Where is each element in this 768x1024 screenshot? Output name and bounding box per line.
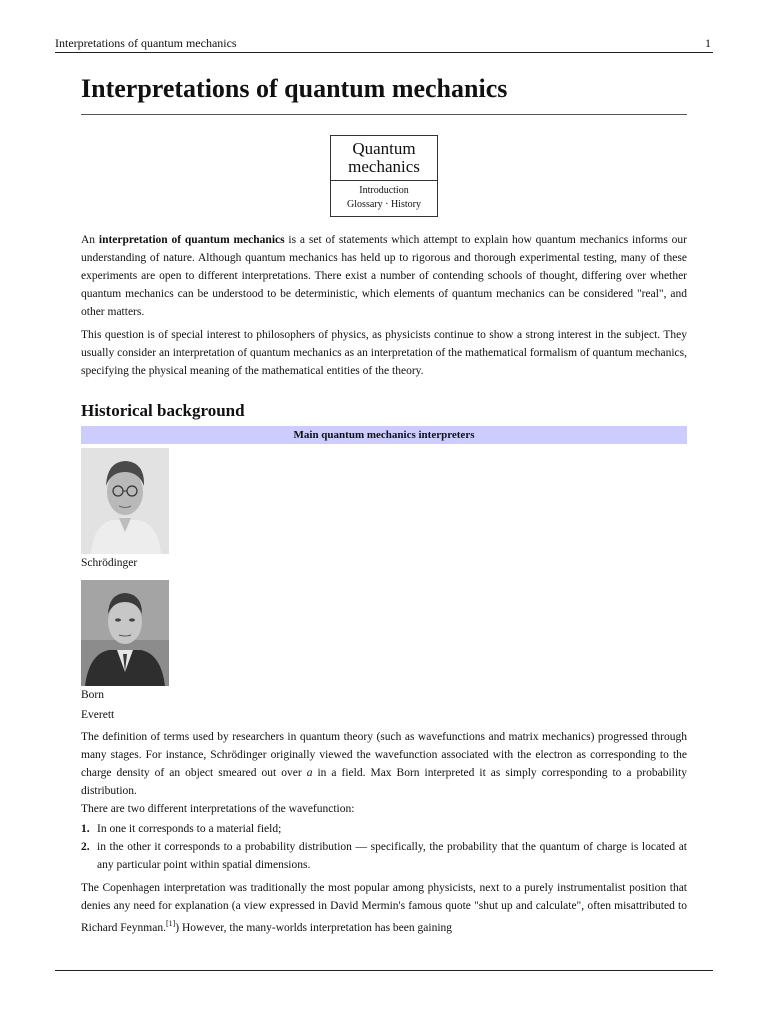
portrait-caption-born: Born xyxy=(81,689,104,701)
list-item-number: 2. xyxy=(81,841,90,853)
wavefunction-interpretations-list xyxy=(81,820,687,874)
portrait-caption-everett: Everett xyxy=(81,709,115,721)
history-paragraph-1 xyxy=(81,728,687,800)
infobox-title xyxy=(331,136,437,181)
history-p1-rest: in a field. Max Born interpreted it as simply corresponding to a probability distribution. xyxy=(81,767,687,797)
infobox-link-history[interactable]: History xyxy=(390,199,421,210)
infobox-link-glossary[interactable]: Glossary xyxy=(347,199,383,210)
list-item xyxy=(81,820,687,838)
list-item-number: 1. xyxy=(81,823,90,835)
page-content xyxy=(81,72,687,937)
footer-rule xyxy=(55,970,713,971)
list-item-text: In one it corresponds to a material field; xyxy=(97,823,282,835)
quantum-mechanics-infobox xyxy=(330,135,438,217)
intro-p1-rest: is a set of statements which attempt to explain how quantum mechanics informs our understanding of nature. Although quantum mechanics has held up to rigorous and thorough experimental testing, many of these experiments are open to different interpretations. There exist a number of contending schools of thought, differing over whether quantum mechanics can be understood to be deterministic, which elements of quantum mechanics can be considered "real", and other matters. xyxy=(81,234,687,318)
history-p1-italic: a xyxy=(306,767,313,779)
intro-paragraph-2: This question is of special interest to philosophers of physics, as physicists continue to show a strong interest in the subject. They usually consider an interpretation of quantum mechanics as an interpretation of the mathematical formalism of quantum mechanics, specifying the physical meaning of the mathematical entities of the theory. xyxy=(81,329,687,377)
intro-paragraph-1 xyxy=(81,231,687,321)
portrait-caption-schrodinger: Schrödinger xyxy=(81,557,138,569)
history-p1-start: The definition of terms used by researchers in quantum theory (such as wavefunctions and matrix mechanics) progressed through many stages. For instance, Schrödinger originally viewed the wavefunction associated with the electron as corresponding to the charge density of an object smeared out over xyxy=(81,731,687,779)
list-item xyxy=(81,838,687,874)
born-portrait xyxy=(81,580,169,686)
infobox-links xyxy=(331,181,437,216)
list-item-text: in the other it corresponds to a probability distribution — specifically, the probability that the quantum of charge is located at any particular point within spatial dimensions. xyxy=(97,841,687,871)
intro-p1-start: An xyxy=(81,234,99,246)
infobox-title-line2: mechanics xyxy=(348,157,420,176)
running-header xyxy=(55,36,713,53)
intro-p1-term: interpretation of quantum mechanics xyxy=(98,234,285,246)
infobox-title-line1: Quantum xyxy=(352,139,416,158)
infobox-link-introduction[interactable]: Introduction xyxy=(359,185,409,196)
infobox-separator: · xyxy=(382,199,391,210)
section-heading-historical-background: Historical background xyxy=(81,401,245,420)
running-header-title: Interpretations of quantum mechanics xyxy=(55,36,237,50)
page-number: 1 xyxy=(705,36,711,50)
page-title: Interpretations of quantum mechanics xyxy=(81,72,687,115)
history-paragraph-2: There are two different interpretations of the wavefunction: xyxy=(81,803,355,815)
history-p3-start: The Copenhagen interpretation was traditionally the most popular among physicists, next to a purely instrumentalist position that denies any need for explanation (a view expressed in David Mermin's famous quote "shut up and calculate", often misattributed to Richard Feynman. xyxy=(81,882,687,934)
citation-1[interactable]: [1] xyxy=(165,919,176,928)
history-paragraph-3 xyxy=(81,879,687,937)
interpreters-table-header: Main quantum mechanics interpreters xyxy=(81,426,687,444)
history-p3-rest: ) However, the many-worlds interpretation has been gaining xyxy=(175,921,453,934)
schrodinger-portrait xyxy=(81,448,169,554)
